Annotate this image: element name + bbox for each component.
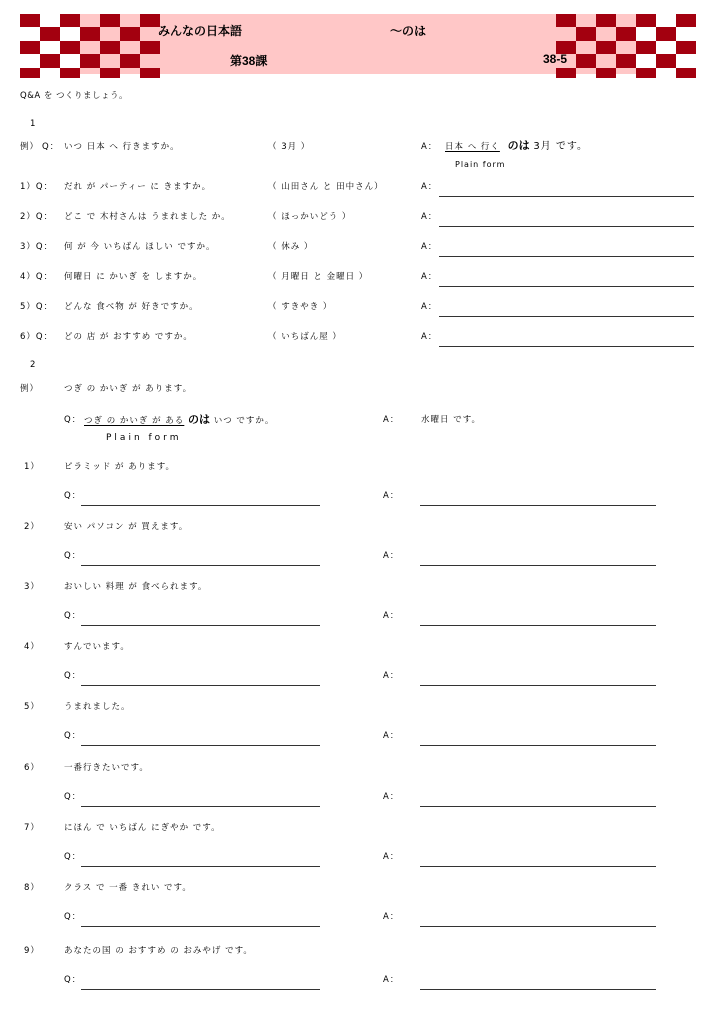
checker-square (60, 14, 80, 27)
item-label: 1） (24, 462, 40, 472)
answer-line[interactable] (439, 286, 694, 287)
item-question: 何 が 今 いちばん ほしい ですか。 (64, 242, 216, 252)
question-line[interactable] (81, 866, 320, 867)
checker-square (656, 27, 676, 41)
item-label: 2） (24, 522, 40, 532)
a-prefix: A： (383, 415, 400, 425)
checker-square (140, 14, 160, 27)
q-prefix: Q： (64, 671, 82, 681)
section2-number: 2 (30, 360, 37, 370)
checker-square (80, 27, 100, 41)
item-sentence: 安い パソコン が 買えます。 (64, 522, 189, 532)
question-line[interactable] (81, 505, 320, 506)
item-question: どの 店 が おすすめ ですか。 (64, 332, 193, 342)
checker-square (676, 41, 696, 54)
answer-line[interactable] (439, 346, 694, 347)
q-prefix: Q： (64, 912, 82, 922)
checker-square (636, 14, 656, 27)
checker-square (60, 68, 80, 78)
checker-square (616, 54, 636, 68)
answer-rest: 3月 です。 (533, 141, 589, 152)
answer-line[interactable] (420, 565, 656, 566)
checker-square (596, 68, 616, 78)
question-plain-clause: つぎ の かいぎ が ある (84, 416, 185, 426)
question-rest: いつ ですか。 (213, 416, 275, 426)
q-prefix: Q： (64, 731, 82, 741)
checker-square (20, 41, 40, 54)
checker-square (100, 68, 120, 78)
item-label: 4）Q： (20, 272, 54, 282)
checker-square (596, 41, 616, 54)
section1-number: 1 (30, 119, 37, 129)
item-hint: （ ほっかいどう ） (268, 212, 352, 222)
a-prefix: A： (383, 491, 400, 501)
checker-square (576, 27, 596, 41)
a-prefix: A： (383, 852, 400, 862)
answer-line[interactable] (439, 196, 694, 197)
example-answer: 水曜日 です。 (421, 415, 482, 425)
item-sentence: おいしい 料理 が 食べられます。 (64, 582, 208, 592)
checker-square (676, 14, 696, 27)
checker-square (140, 41, 160, 54)
q-prefix: Q： (64, 792, 82, 802)
item-question: 何曜日 に かいぎ を しますか。 (64, 272, 203, 282)
checker-square (20, 68, 40, 78)
a-prefix: A： (383, 731, 400, 741)
checker-square (140, 68, 160, 78)
checker-square (120, 54, 140, 68)
a-prefix: A： (421, 302, 438, 312)
answer-line[interactable] (420, 685, 656, 686)
checker-square (100, 41, 120, 54)
question-line[interactable] (81, 745, 320, 746)
item-label: 5） (24, 702, 40, 712)
example-label: 例） (20, 142, 40, 152)
a-prefix: A： (421, 182, 438, 192)
a-prefix: A： (383, 551, 400, 561)
item-sentence: 一番行きたいです。 (64, 763, 149, 773)
answer-line[interactable] (439, 256, 694, 257)
item-label: 9） (24, 946, 40, 956)
answer-line[interactable] (420, 745, 656, 746)
checker-square (556, 14, 576, 27)
q-prefix: Q： (64, 975, 82, 985)
question-line[interactable] (81, 926, 320, 927)
a-prefix: A： (421, 332, 438, 342)
book-title: みんなの日本語 (158, 24, 243, 38)
a-prefix: A： (421, 212, 438, 222)
item-label: 5）Q： (20, 302, 54, 312)
question-line[interactable] (81, 565, 320, 566)
item-question: だれ が パーティー に きますか。 (64, 182, 212, 192)
a-prefix: A： (383, 611, 400, 621)
answer-line[interactable] (439, 316, 694, 317)
item-sentence: クラス で 一番 きれい です。 (64, 883, 192, 893)
example-label: 例） (20, 384, 40, 394)
item-hint: （ いちばん屋 ） (268, 332, 342, 342)
a-prefix: A： (383, 912, 400, 922)
header-banner (0, 0, 724, 82)
question-line[interactable] (81, 625, 320, 626)
answer-line[interactable] (420, 989, 656, 990)
a-prefix: A： (421, 272, 438, 282)
item-label: 7） (24, 823, 40, 833)
checker-square (596, 14, 616, 27)
checker-square (576, 54, 596, 68)
plain-form-note: Plain form (106, 433, 182, 443)
item-label: 6） (24, 763, 40, 773)
example-question: いつ 日本 へ 行きますか。 (64, 142, 180, 152)
item-question: どんな 食べ物 が 好きですか。 (64, 302, 199, 312)
checker-square (100, 14, 120, 27)
page-code: 38-5 (543, 52, 568, 66)
item-sentence: にほん で いちばん にぎやか です。 (64, 823, 221, 833)
answer-line[interactable] (420, 866, 656, 867)
a-prefix: A： (421, 142, 438, 152)
checker-square (636, 41, 656, 54)
checker-square (616, 27, 636, 41)
a-prefix: A： (383, 792, 400, 802)
item-question: どこ で 木村さんは うまれました か。 (64, 212, 231, 222)
answer-line[interactable] (420, 806, 656, 807)
item-sentence: すんでいます。 (64, 642, 130, 652)
q-prefix: Q： (64, 852, 82, 862)
instruction-text: Q&A を つくりましょう。 (20, 91, 129, 101)
item-label: 6）Q： (20, 332, 54, 342)
item-label: 8） (24, 883, 40, 893)
checker-square (120, 27, 140, 41)
plain-form-note: Plain form (455, 160, 506, 169)
checker-square (40, 27, 60, 41)
grammar-topic: ～のは (390, 24, 427, 38)
checker-square (80, 54, 100, 68)
a-prefix: A： (383, 975, 400, 985)
example-hint: （ 3月 ） (268, 142, 311, 152)
item-hint: （ 月曜日 と 金曜日 ） (268, 272, 369, 282)
checker-square (656, 54, 676, 68)
item-label: 1）Q： (20, 182, 54, 192)
checker-square (60, 41, 80, 54)
a-prefix: A： (383, 671, 400, 681)
item-hint: （ 山田さん と 田中さん） (268, 182, 384, 192)
answer-plain-clause: 日本 へ 行く (445, 142, 500, 152)
item-hint: （ すきやき ） (268, 302, 333, 312)
checker-square (20, 14, 40, 27)
item-label: 3） (24, 582, 40, 592)
answer-line[interactable] (439, 226, 694, 227)
item-sentence: ピラミッド が あります。 (64, 462, 176, 472)
item-label: 2）Q： (20, 212, 54, 222)
answer-line[interactable] (420, 505, 656, 506)
question-particle: のは (188, 413, 211, 426)
answer-line[interactable] (420, 926, 656, 927)
q-prefix: Q： (42, 142, 60, 152)
question-line[interactable] (81, 685, 320, 686)
item-hint: （ 休み ） (268, 242, 314, 252)
example-sentence: つぎ の かいぎ が あります。 (64, 384, 193, 394)
item-sentence: あなたの国 の おすすめ の おみやげ です。 (64, 946, 253, 956)
q-prefix: Q： (64, 491, 82, 501)
checker-square (40, 54, 60, 68)
q-prefix: Q： (64, 611, 82, 621)
lesson-number: 第38課 (230, 54, 268, 68)
item-label: 4） (24, 642, 40, 652)
q-prefix: Q： (64, 551, 82, 561)
checker-square (556, 68, 576, 78)
item-label: 3）Q： (20, 242, 54, 252)
checker-square (676, 68, 696, 78)
item-sentence: うまれました。 (64, 702, 131, 712)
question-line[interactable] (81, 806, 320, 807)
a-prefix: A： (421, 242, 438, 252)
question-line[interactable] (81, 989, 320, 990)
answer-particle: のは (507, 139, 530, 152)
answer-line[interactable] (420, 625, 656, 626)
checker-square (636, 68, 656, 78)
q-prefix: Q： (64, 415, 82, 425)
